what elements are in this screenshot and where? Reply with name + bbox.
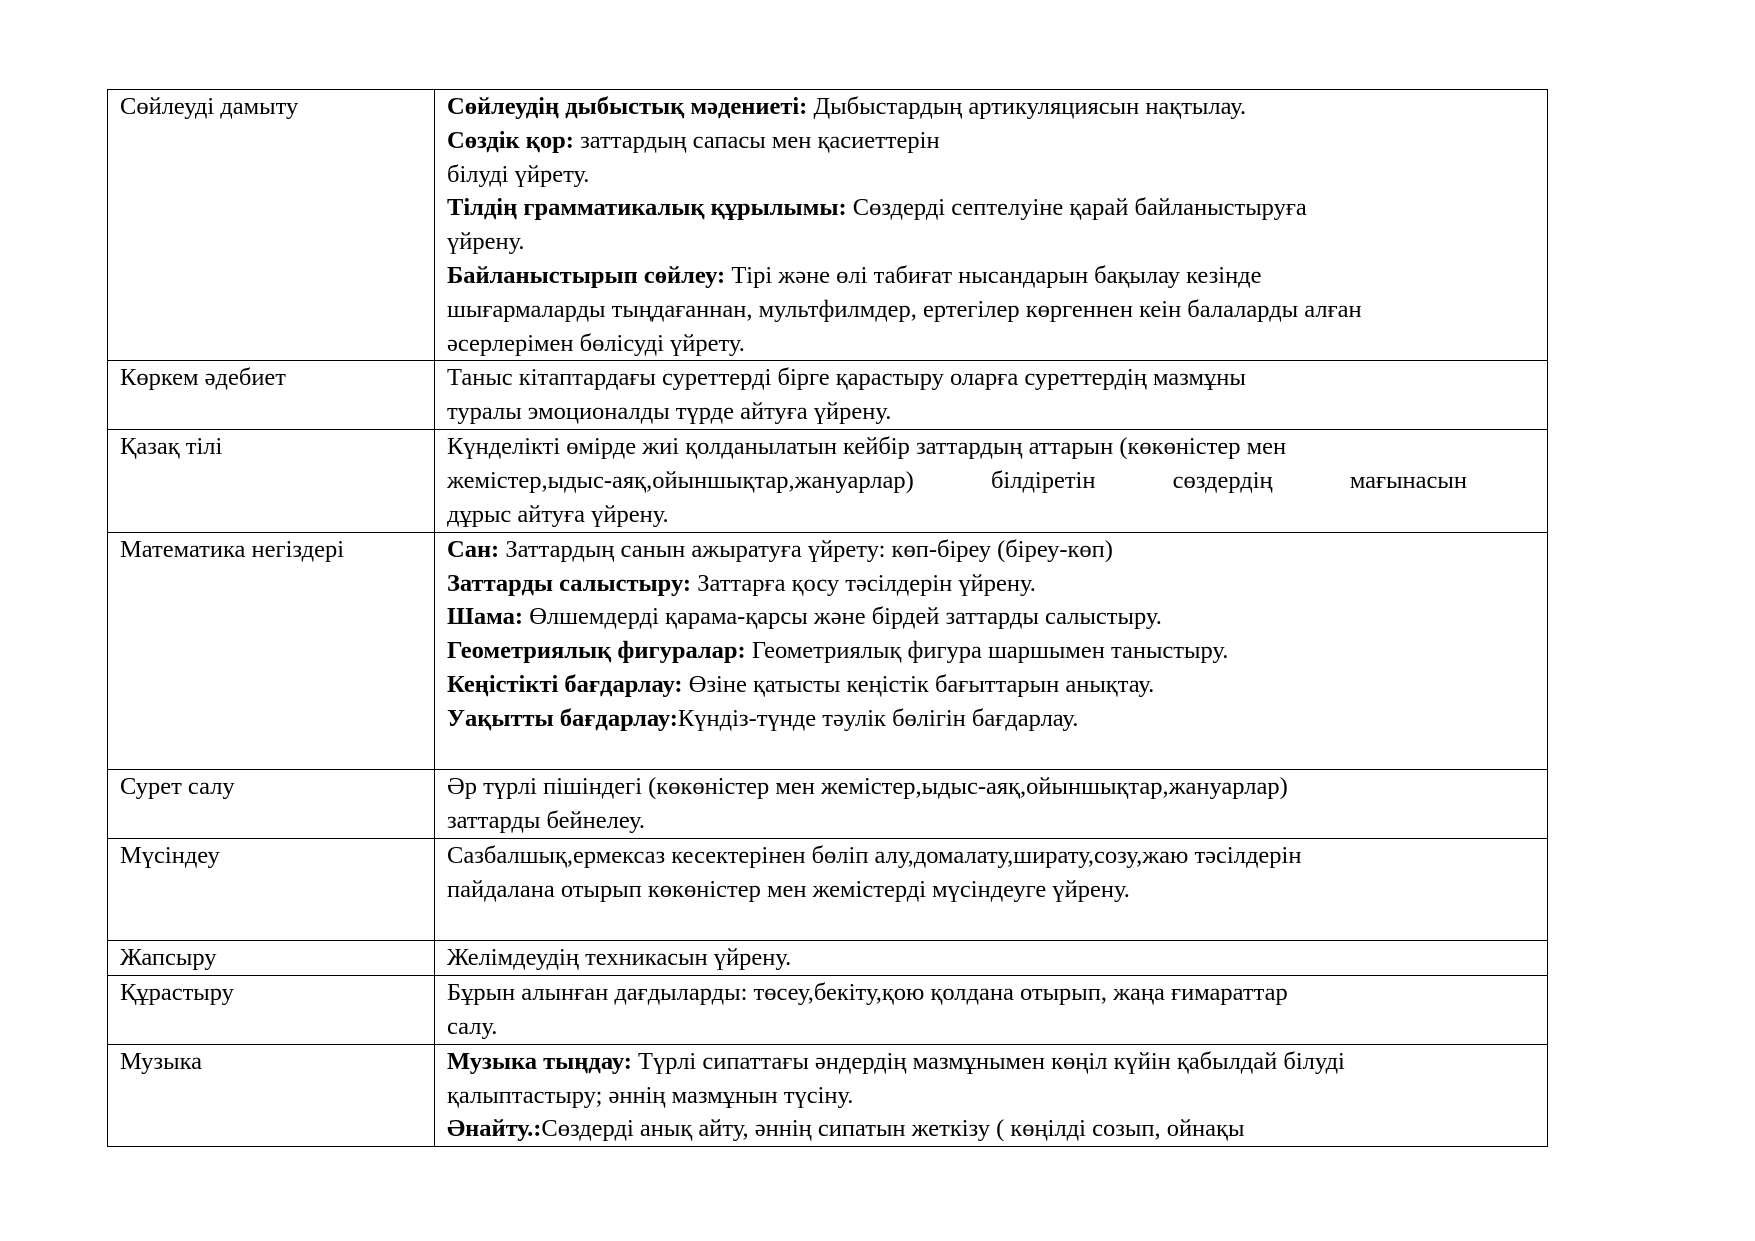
table-row: [108, 975, 1548, 1044]
topic-text: Өзіне қатысты кеңістік бағыттарын анықтау.: [682, 670, 1155, 698]
topic-text: Сазбалшық,ермексаз кесектерінен бөліп алу,домалату,ширату,созу,жаю тәсілдерін: [447, 841, 1302, 869]
content-line: [447, 464, 1467, 498]
topic-text: заттарды бейнелеу.: [447, 806, 646, 834]
table-row: [108, 1044, 1548, 1146]
content-cell: [435, 769, 1548, 838]
content-line: [447, 567, 1535, 601]
content-line: [447, 1079, 1535, 1113]
topic-text: Сөздерді септелуіне қарай байланыстыруға: [846, 194, 1307, 222]
topic-text: Сөздерді анық айту, әннің сипатын жеткізу ( көңілді созып, ойнақы: [541, 1115, 1245, 1143]
subject-cell: Қазақ тілі: [108, 430, 435, 532]
subject-cell: Сөйлеуді дамыту: [108, 90, 435, 361]
content-line: [447, 839, 1535, 873]
topic-text: Тірі және өлі табиғат нысандарын бақылау кезінде: [725, 261, 1262, 289]
content-cell: [435, 532, 1548, 769]
topic-heading: Сөйлеудің дыбыстық мәдениеті:: [447, 93, 808, 120]
subject-cell: Мүсіндеу: [108, 838, 435, 940]
topic-text: жемістер,ыдыс-аяқ,ойыншықтар,жануарлар) білдіретін сөздердің мағынасын: [447, 467, 1467, 495]
subject-cell: Математика негіздері: [108, 532, 435, 769]
topic-text: Бұрын алынған дағдыларды: төсеу,бекіту,қою қолдана отырып, жаңа ғимараттар: [447, 978, 1288, 1006]
content-line: [447, 498, 1535, 532]
topic-text: қалыптастыру; әннің мазмұнын түсіну.: [447, 1081, 854, 1109]
topic-text: Күнделікті өмірде жиі қолданылатын кейбір заттардың аттарын (көкөністер мен: [447, 433, 1287, 461]
topic-text: Күндіз-түнде тәулік бөлігін бағдарлау.: [677, 704, 1079, 732]
content-line: [447, 430, 1535, 464]
content-cell: [435, 838, 1548, 940]
topic-text: білуді үйрету.: [447, 160, 590, 188]
content-line: [447, 259, 1535, 293]
content-cell: [435, 975, 1548, 1044]
topic-text: Әр түрлі пішіндегі (көкөністер мен жемістер,ыдыс-аяқ,ойыншықтар,жануарлар): [447, 772, 1288, 800]
content-line: [447, 533, 1535, 567]
topic-text: туралы эмоционалды түрде айтуға үйрену.: [447, 398, 892, 426]
table-row: [108, 769, 1548, 838]
topic-text: Түрлі сипаттағы әндердің мазмұнымен көңіл күйін қабылдай білуді: [631, 1047, 1345, 1075]
table-row: [108, 90, 1548, 361]
topic-text: пайдалана отырып көкөністер мен жемістерді мүсіндеуге үйрену.: [447, 875, 1130, 903]
topic-heading: Байланыстырып сөйлеу:: [447, 261, 726, 289]
table-row: [108, 361, 1548, 430]
content-cell: [435, 361, 1548, 430]
content-line: [447, 1112, 1535, 1146]
subject-cell: Жапсыру: [108, 940, 435, 975]
topic-heading: Тілдің грамматикалық құрылымы:: [447, 194, 847, 222]
topic-text: Геометриялық фигура шаршымен таныстыру.: [745, 637, 1229, 665]
content-line: [447, 634, 1535, 668]
content-line: [447, 90, 1535, 124]
topic-text: шығармаларды тыңдағаннан, мультфилмдер, ертегілер көргеннен кеін балаларды алған: [447, 295, 1362, 323]
content-line: [447, 770, 1535, 804]
table-row: [108, 430, 1548, 532]
subject-cell: Сурет салу: [108, 769, 435, 838]
topic-heading: Музыка тыңдау:: [447, 1047, 632, 1075]
topic-text: Заттарға қосу тәсілдерін үйрену.: [691, 569, 1036, 597]
curriculum-table-body: [108, 90, 1548, 1147]
content-cell: [435, 940, 1548, 975]
topic-heading: Сөздік қор:: [447, 126, 574, 154]
topic-text: заттардың сапасы мен қасиеттерін: [573, 126, 940, 154]
content-line: [447, 158, 1535, 192]
content-line: [447, 1010, 1535, 1044]
content-line: [447, 225, 1535, 259]
content-line: [447, 941, 1535, 975]
content-line: [447, 191, 1535, 225]
content-line: [447, 600, 1535, 634]
topic-heading: Шама:: [447, 603, 524, 631]
topic-heading: Сан:: [447, 535, 500, 563]
content-line: [447, 361, 1535, 395]
content-line: [447, 124, 1535, 158]
content-line: [447, 976, 1535, 1010]
content-line: [447, 873, 1535, 907]
topic-text: үйрену.: [447, 228, 525, 256]
topic-text: дұрыс айтуға үйрену.: [447, 500, 669, 528]
subject-cell: Музыка: [108, 1044, 435, 1146]
content-cell: [435, 90, 1548, 361]
curriculum-table: [107, 89, 1548, 1147]
table-row: [108, 940, 1548, 975]
topic-heading: Заттарды салыстыру:: [447, 569, 692, 597]
content-line: [447, 293, 1535, 327]
subject-cell: Құрастыру: [108, 975, 435, 1044]
content-cell: [435, 430, 1548, 532]
topic-text: Таныс кітаптардағы суреттерді бірге қарастыру оларға суреттердің мазмұны: [447, 364, 1246, 392]
content-line: [447, 804, 1535, 838]
topic-text: салу.: [447, 1012, 498, 1040]
content-line: [447, 668, 1535, 702]
content-line: [447, 395, 1535, 429]
subject-cell: Көркем әдебиет: [108, 361, 435, 430]
content-line: [447, 702, 1535, 736]
content-cell: [435, 1044, 1548, 1146]
table-row: [108, 838, 1548, 940]
topic-text: Заттардың санын ажыратуға үйрету: көп-біреу (біреу-көп): [499, 535, 1113, 563]
table-row: [108, 532, 1548, 769]
content-line: [447, 327, 1535, 361]
topic-heading: Әнайту.:: [447, 1115, 542, 1143]
topic-text: Өлшемдерді қарама-қарсы және бірдей заттарды салыстыру.: [523, 603, 1162, 631]
topic-heading: Уақытты бағдарлау:: [447, 704, 678, 732]
topic-text: Дыбыстардың артикуляциясын нақтылау.: [807, 93, 1247, 120]
topic-text: Желімдеудің техникасын үйрену.: [447, 943, 792, 971]
topic-text: әсерлерімен бөлісуді үйрету.: [447, 329, 745, 357]
content-line: [447, 1045, 1535, 1079]
topic-heading: Геометриялық фигуралар:: [447, 637, 746, 665]
topic-heading: Кеңістікті бағдарлау:: [447, 670, 683, 698]
